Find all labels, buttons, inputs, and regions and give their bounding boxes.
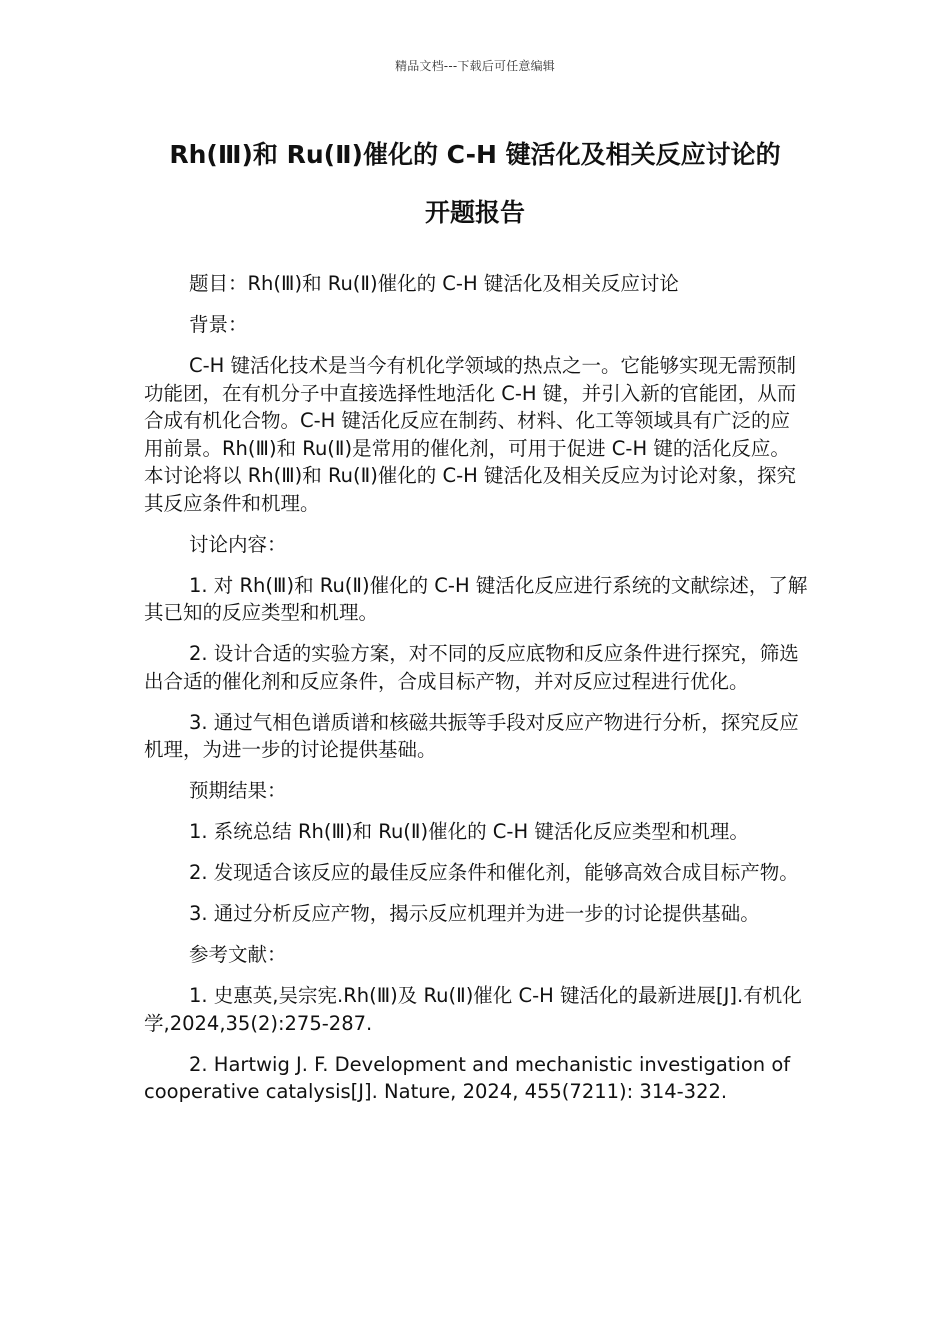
background-heading: 背景：: [189, 313, 248, 336]
discussion-heading: 讨论内容：: [189, 532, 287, 556]
title-line-2: 开题报告: [424, 198, 525, 227]
discussion-item: 1. 对 Rh(Ⅲ)和 Ru(Ⅱ)催化的 C-H 键活化反应进行系统的文献综述，了解其已知的反应类型和机理。: [144, 573, 808, 624]
results-item: 1. 系统总结 Rh(Ⅲ)和 Ru(Ⅱ)催化的 C-H 键活化反应类型和机理。: [189, 820, 749, 843]
discussion-item: 2. 设计合适的实验方案，对不同的反应底物和反应条件进行探究，筛选出合适的催化剂和反应条件，合成目标产物，并对反应过程进行优化。: [144, 642, 799, 693]
title-line-1: Rh(Ⅲ)和 Ru(Ⅱ)催化的 C-H 键活化及相关反应讨论的: [169, 140, 781, 169]
results-item: 2. 发现适合该反应的最佳反应条件和催化剂，能够高效合成目标产物。: [189, 861, 799, 884]
results-heading: 预期结果：: [189, 779, 287, 802]
reference-item: 2. Hartwig J. F. Development and mechanistic investigation of cooperative catalysis[J]. Nature, 2024, 455(7211): 314-322.: [144, 1052, 791, 1103]
discussion-item: 3. 通过气相色谱质谱和核磁共振等手段对反应产物进行分析，探究反应机理，为进一步的讨论提供基础。: [144, 710, 799, 761]
document-body: [144, 270, 808, 1119]
results-item: 3. 通过分析反应产物，揭示反应机理并为进一步的讨论提供基础。: [189, 902, 760, 925]
reference-item: 1. 史惠英,吴宗宪.Rh(Ⅲ)及 Ru(Ⅱ)催化 C-H 键活化的最新进展[J].有机化学,2024,35(2):275-287.: [144, 984, 802, 1035]
page-header: 精品文档---下载后可任意编辑: [395, 59, 555, 73]
document-title: [130, 126, 820, 242]
references-heading: 参考文献：: [189, 943, 287, 966]
topic-line: 题目：Rh(Ⅲ)和 Ru(Ⅱ)催化的 C-H 键活化及相关反应讨论: [189, 272, 679, 295]
background-paragraph: C-H 键活化技术是当今有机化学领域的热点之一。它能够实现无需预制功能团，在有机分子中直接选择性地活化 C-H 键，并引入新的官能团，从而合成有机化合物。C-H 键活化反应在制药、材料、化工等领域具有广泛的应用前景。Rh(Ⅲ)和 Ru(Ⅱ)是常用的催化剂，可用于促进 C-H 键的活化反应。本讨论将以 Rh(Ⅲ)和 Ru(Ⅱ)催化的 C-H 键活化及相关反应为讨论对象，探究其反应条件和机理。: [144, 354, 797, 515]
